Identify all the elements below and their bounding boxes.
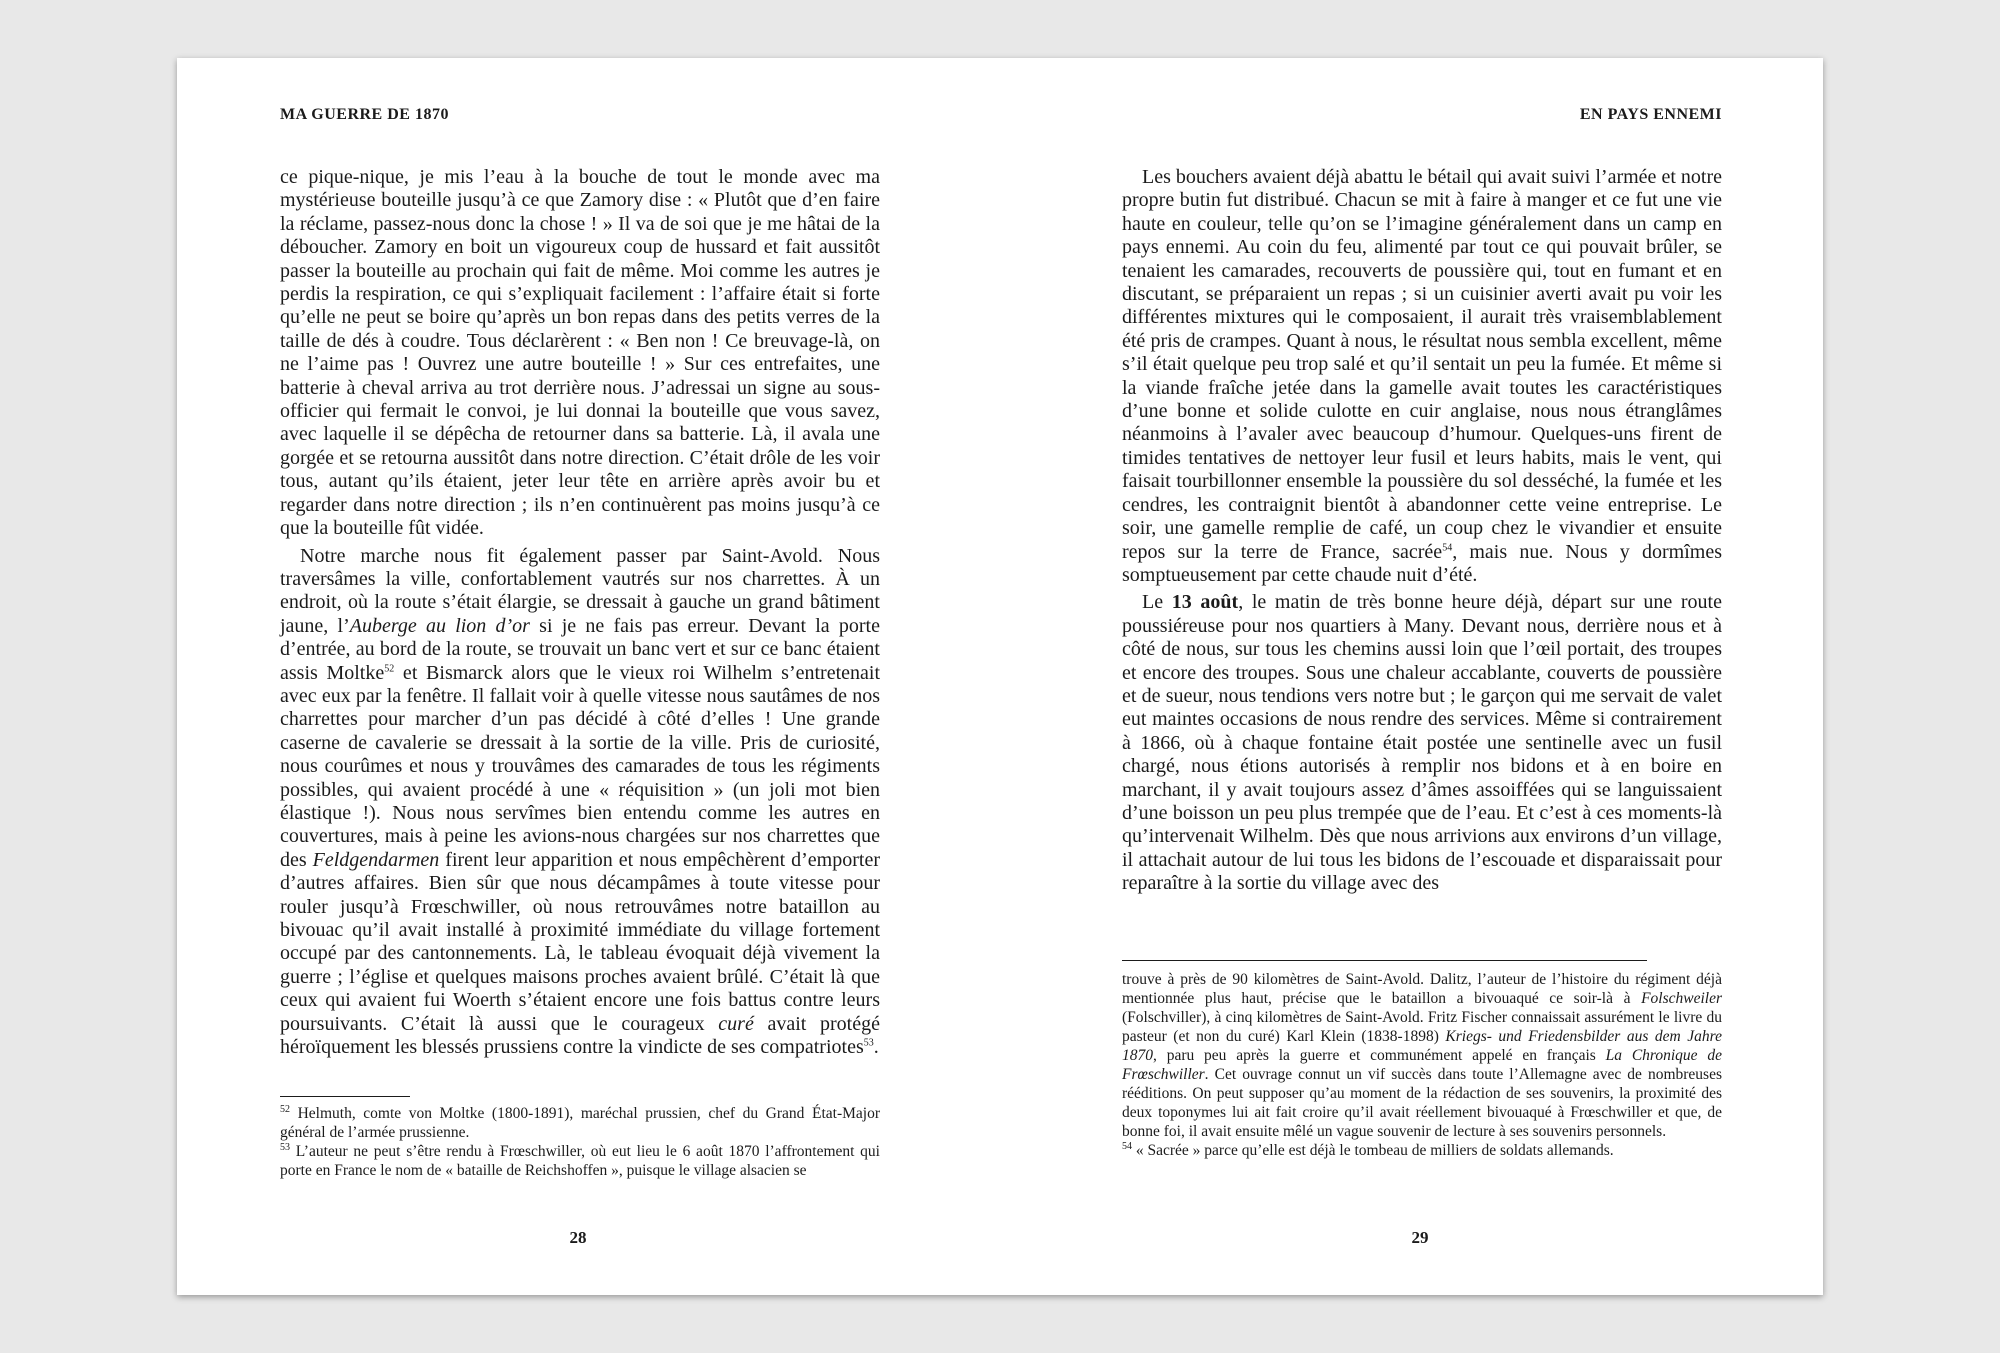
footnote-ref-54[interactable]: 54 [1442, 541, 1453, 553]
date-bold: 13 août [1171, 591, 1239, 614]
footnote-53 [280, 1142, 880, 1180]
footnote-text: , paru peu après la guerre et communément appelé en français [1153, 1047, 1606, 1064]
text-run: . [873, 1036, 879, 1059]
running-head-left: MA GUERRE DE 1870 [280, 106, 449, 123]
footnote-text: . Cet ouvrage connut un vif succès dans toute l’Allemagne avec de nombreuses rééditions. On peut supposer qu’au moment de la rédaction de ses souvenirs, la proximité des deux toponymes lui ait fait croire qu’il avait réellement bivouaqué à Frœschwiller et que, de bonne foi, il avait ensuite mêlé un vague souvenir de lecture à ses souvenirs personnels. [1122, 1066, 1722, 1140]
footnote-54 [1122, 1141, 1722, 1160]
footnote-rule [280, 1096, 410, 1097]
italic-run: Auberge au lion d’or [349, 614, 530, 637]
book-spread [177, 58, 1823, 1295]
text-run: si je ne fais pas erreur. Devant la porte d’entrée, au bord de la route, se trouvait un banc vert et sur ce banc étaient assis Moltke [280, 614, 880, 684]
footnote-text: L’auteur ne peut s’être rendu à Frœschwiller, où eut lieu le 6 août 1870 l’affrontement qui porte en France le nom de « bataille de Reichshoffen », puisque le village alsacien se [280, 1143, 880, 1179]
footnote-number: 54 [1122, 1140, 1132, 1152]
italic-run: Feldgendarmen [312, 848, 440, 871]
text-run: Le [1142, 591, 1172, 614]
italic-run: Folschweiler [1641, 990, 1722, 1007]
text-run: et Bismarck alors que le vieux roi Wilhelm s’entretenait avec eux par la fenêtre. Il fallait voir à quelle vitesse nous sautâmes de nos charrettes pour marcher d’un pas décidé à côté d’elles ! Une grande caserne de cavalerie se dressait à la sortie de la ville. Pris de curiosité, nous courûmes et nous y trouvâmes des camarades de tous les régiments possibles, qui avaient procédé à une « réquisition » (un joli mot bien élastique !). Nous nous servîmes bien entendu comme les autres en couvertures, mais à peine les avions-nous chargées sur nos charrettes que des [280, 661, 881, 871]
footnote-text: (Folschviller), à cinq kilomètres de Saint-Avold. Fritz Fischer connaissait assurément le livre du pasteur (et non du curé) Karl Klein (1838-1898) [1122, 1009, 1722, 1045]
left-page [280, 58, 880, 1295]
text-run: , le matin de très bonne heure déjà, départ sur une route poussiéreuse pour nos quartiers à Many. Devant nous, derrière nous et à côté de nous, sur tous les chemins aussi loin que l’œil portait, des troupes et encore des troupes. Sous une chaleur accablante, couverts de poussière et de sueur, nous tendions vers notre but ; le garçon qui me servait de valet eut maintes occasions de nous rendre des services. Même si contrairement à 1866, où à chaque fontaine était postée une sentinelle avec un fusil chargé, nous étions autorisés à remplir nos bidons et à en boire en marchant, il y avait toujours assez d’âmes assoiffées qui se languissaient d’une boisson un peu plus trempée que de l’eau. Et c’est à ces moments-là qu’intervenait Wilhelm. Dès que nous arrivions aux environs d’un village, il attachait autour de lui tous les bidons de l’escouade et disparaissait pour reparaître à la sortie du village avec des [1122, 591, 1722, 895]
italic-run: Kriegs- und Friedensbilder aus dem Jahre 1870 [1122, 1028, 1722, 1064]
footnote-text: trouve à près de 90 kilomètres de Saint-Avold. Dalitz, l’auteur de l’histoire du régiment déjà mentionnée plus haut, précise que le bataillon a bivouaqué ce soir-là à [1122, 971, 1722, 1007]
text-run: , mais nue. Nous y dormîmes somptueusement par cette chaude nuit d’été. [1122, 540, 1722, 586]
paragraph: ce pique-nique, je mis l’eau à la bouche de tout le monde avec ma mystérieuse bouteille jusqu’à ce que Zamory dise : « Plutôt que d’en faire la réclame, passez-nous donc la chose ! » Il va de soi que je me hâtai de la déboucher. Zamory en boit un vigoureux coup de hussard et fait aussitôt passer la bouteille au prochain qui fait de même. Moi comme les autres je perdis la respiration, ce qui s’expliquait facilement : l’affaire était si forte qu’elle ne peut se boire qu’après un bon repas dans des petits verres de la taille de dés à coudre. Tous déclarèrent : « Ben non ! Ce breuvage-là, on ne l’aime pas ! Ouvrez une autre bouteille ! » Sur ces entrefaites, une batterie à cheval arriva au trot derrière nous. J’adressai un signe au sous-officier qui fermait le convoi, je lui donnai la bouteille que vous savez, avec laquelle il se dépêcha de retourner dans sa batterie. Là, il avala une gorgée et se retourna aussitôt dans notre direction. C’était drôle de les voir tous, autant qu’ils étaient, jeter leur tête en arrière après avoir bu et regarder dans notre direction ; ils n’en continuèrent pas moins jusqu’à ce que la bouteille fût vidée. [280, 166, 880, 540]
right-body-text [1122, 166, 1722, 900]
left-body-text [280, 166, 880, 1063]
footnotes-left [280, 1104, 880, 1180]
footnote-ref-53[interactable]: 53 [863, 1037, 874, 1049]
text-run: avait protégé héroïquement les blessés prussiens contre la vindicte de ses compatriotes [280, 1012, 880, 1059]
footnote-52 [280, 1104, 880, 1142]
paragraph [1122, 591, 1722, 895]
page-number-right: 29 [1411, 1228, 1429, 1247]
footnote-number: 52 [280, 1103, 290, 1115]
text-run: firent leur apparition et nous empêchèrent d’emporter d’autres affaires. Bien sûr que nous décampâmes à toute vitesse pour rouler jusqu’à Frœschwiller, où nous retrouvâmes notre bataillon au bivouac qu’il avait installé à proximité immédiate du village fortement occupé par des cantonnements. Là, le tableau évoquait déjà vivement la guerre ; l’église et quelques maisons proches avaient brûlé. C’était là que ceux qui avaient fui Woerth s’étaient encore une fois battus contre leurs poursuivants. C’était là aussi que le courageux [280, 848, 880, 1035]
paragraph [280, 545, 880, 1060]
footnote-53-continued [1122, 970, 1722, 1141]
text-run: Notre marche nous fit également passer par Saint-Avold. Nous traversâmes la ville, confortablement vautrés sur nos charrettes. À un endroit, où la route s’était élargie, se dressait à gauche un grand bâtiment jaune, l’ [280, 544, 880, 637]
footnote-ref-52[interactable]: 52 [384, 662, 395, 674]
right-page [1122, 58, 1722, 1295]
footnote-rule [1122, 960, 1647, 961]
text-run: Les bouchers avaient déjà abattu le bétail qui avait suivi l’armée et notre propre butin fut distribué. Chacun se mit à faire à manger et ce fut une vie haute en couleur, telle qu’on se l’imagine généralement dans un camp en pays ennemi. Au coin du feu, alimenté par tout ce qui pouvait brûler, se tenaient les camarades, recouverts de poussière qui, tout en fumant et en discutant, se préparaient un repas ; si un cuisinier averti avait pu voir les différentes mixtures qui le composaient, il aurait très vraisemblablement été pris de crampes. Quant à nous, le résultat nous sembla excellent, même s’il était quelque peu trop salé et qu’il sentait un peu la fumée. Et même si la viande fraîche jetée dans la gamelle avait toutes les caractéristiques d’une bonne et solide culotte en cuir anglaise, nous nous étranglâmes néanmoins à l’avaler avec beaucoup d’humour. Quelques-uns firent de timides tentatives de nettoyer leur fusil et leurs habits, mais le vent, qui faisait tourbillonner ensemble la poussière du sol desséché, la fumée et les cendres, les contraignit bientôt à abandonner cette veine entreprise. Le soir, une gamelle remplie de café, un coup chez le vivandier et ensuite repos sur la terre de France, sacrée [1122, 166, 1722, 563]
italic-run: curé [718, 1012, 754, 1035]
page-number-left: 28 [569, 1228, 587, 1247]
paragraph [1122, 166, 1722, 587]
footnote-text: Helmuth, comte von Moltke (1800-1891), maréchal prussien, chef du Grand État-Major général de l’armée prussienne. [280, 1105, 880, 1141]
footnote-text: « Sacrée » parce qu’elle est déjà le tombeau de milliers de soldats allemands. [1132, 1142, 1614, 1159]
running-head-right: EN PAYS ENNEMI [1579, 106, 1722, 123]
italic-run: La Chronique de Frœschwiller [1122, 1047, 1722, 1083]
footnote-number: 53 [280, 1141, 290, 1153]
footnotes-right [1122, 970, 1722, 1160]
